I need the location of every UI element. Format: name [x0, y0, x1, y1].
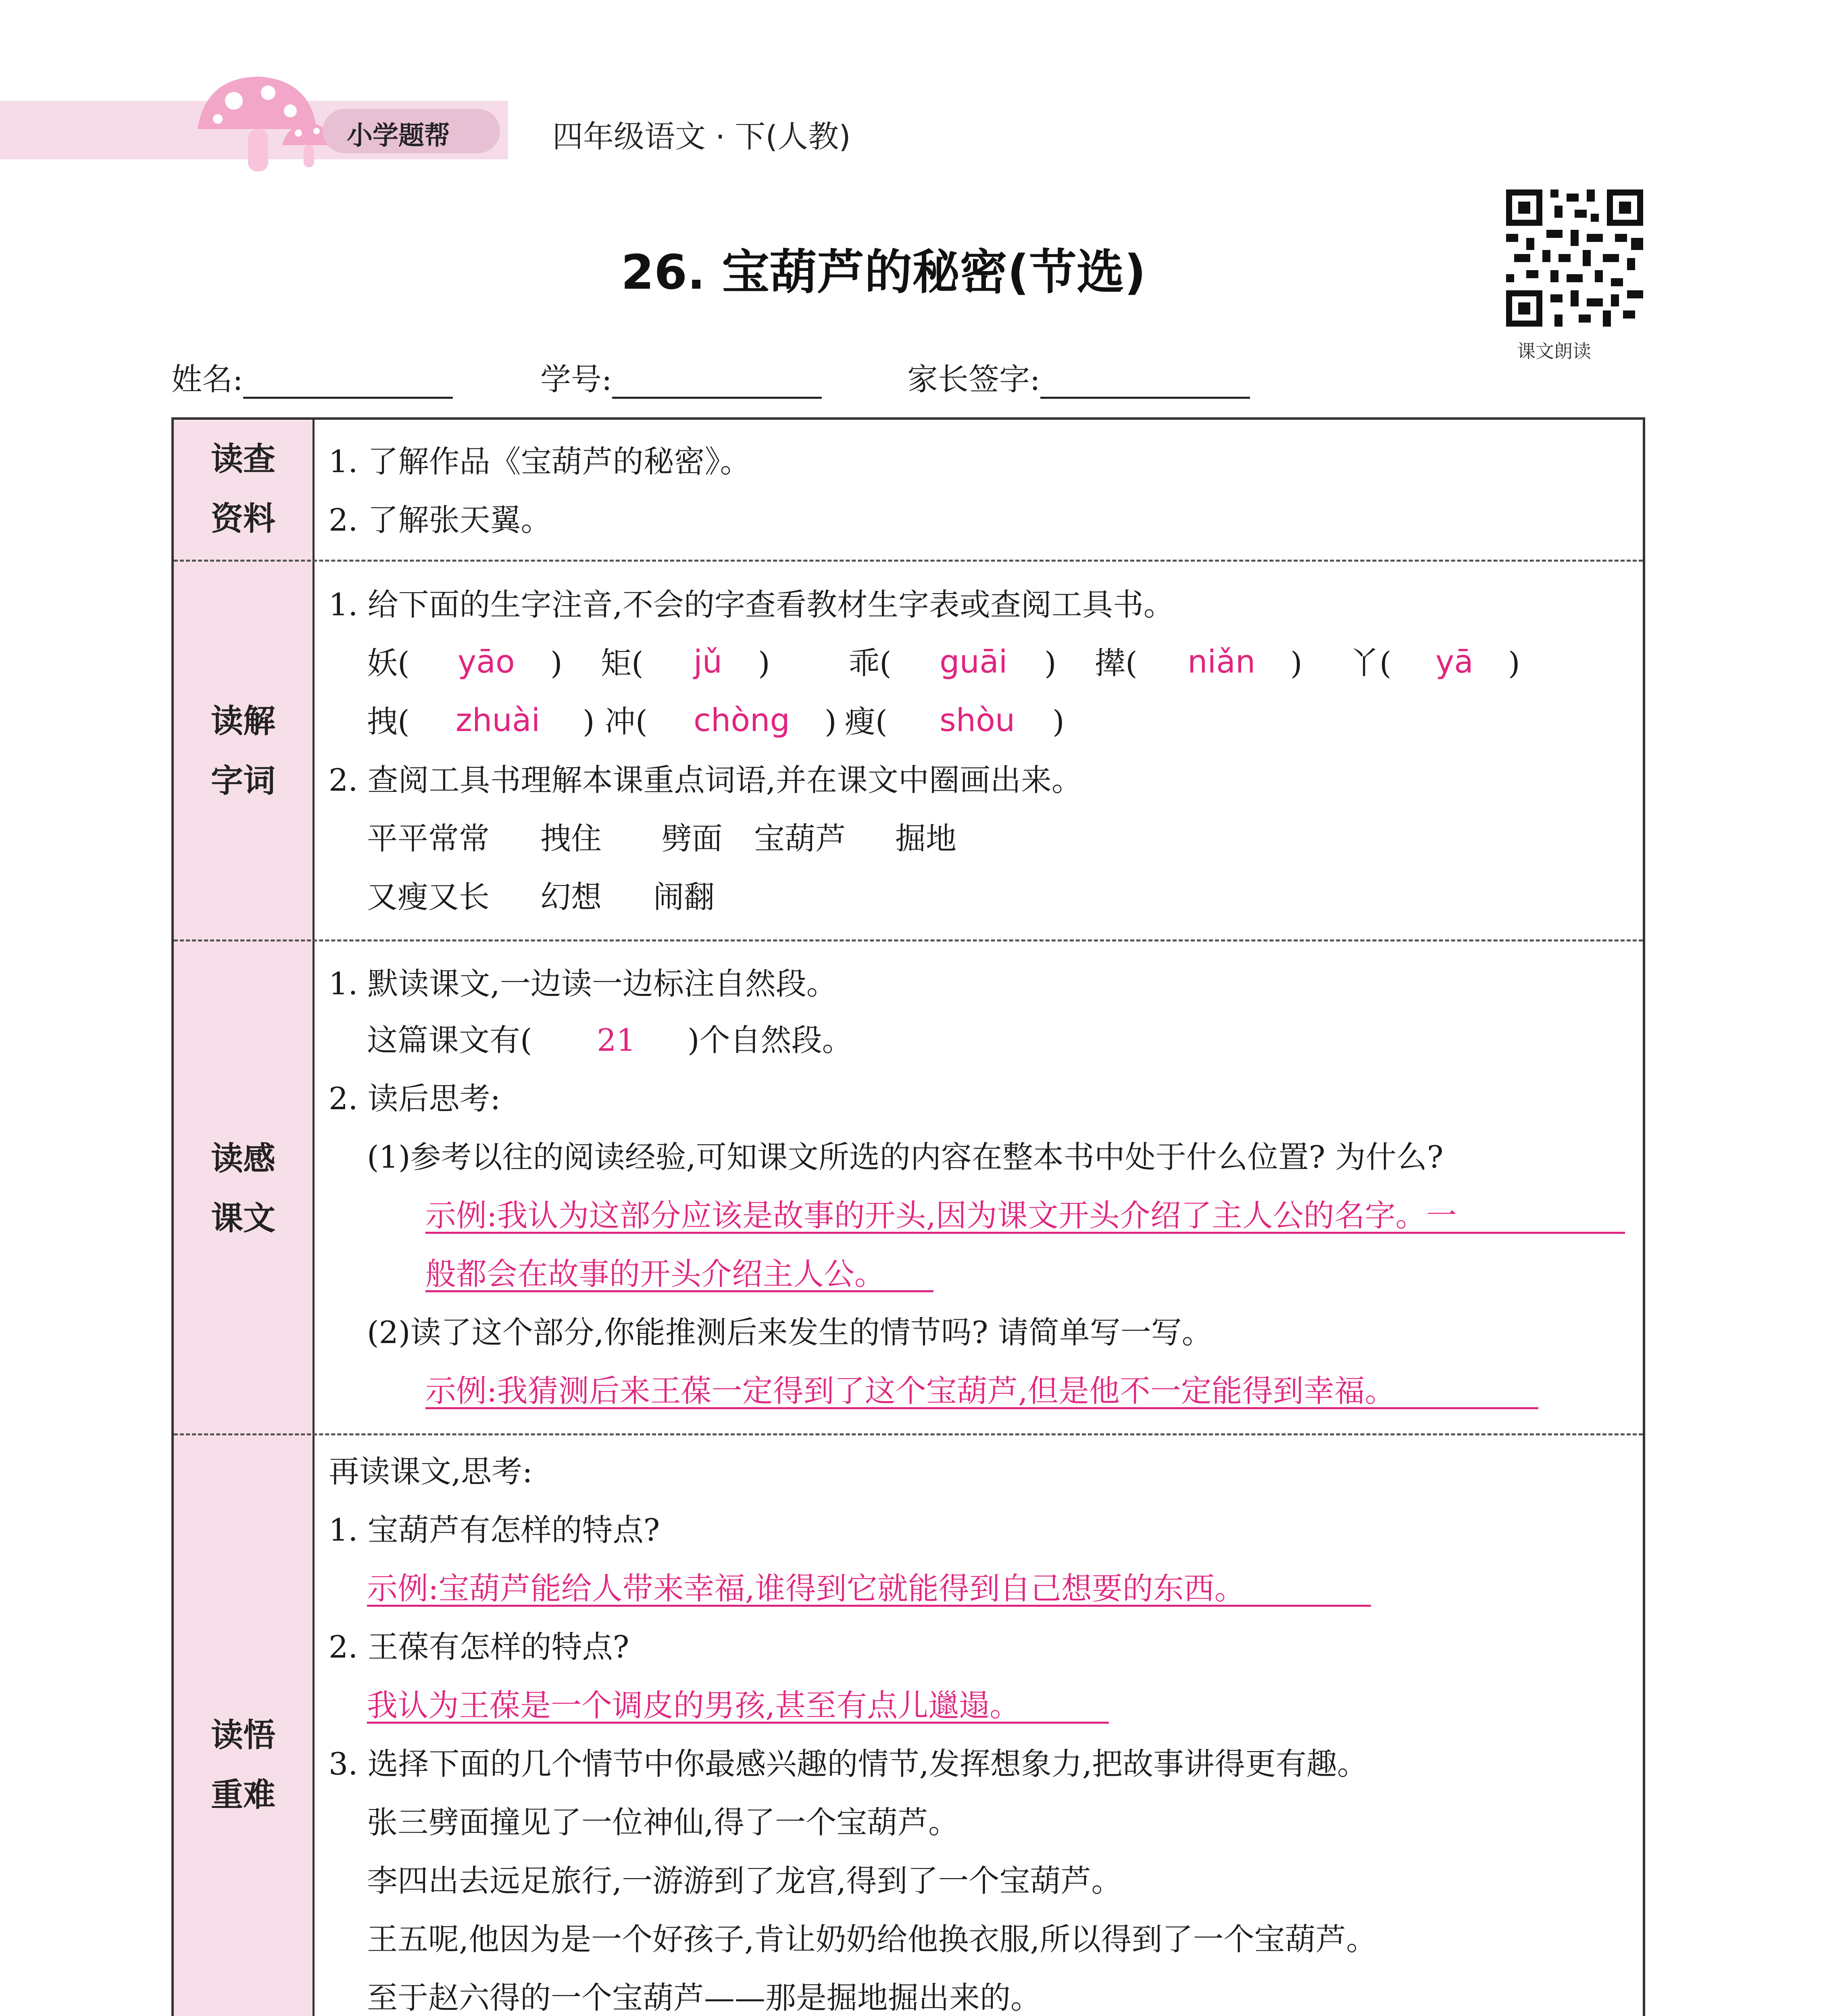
qr-label: 课文朗读 — [1517, 340, 1591, 362]
student-no-field[interactable]: 学号: — [540, 355, 822, 399]
answer-underline — [425, 1232, 1625, 1234]
paren: ) — [1052, 704, 1065, 739]
pinyin-answer: yā — [1436, 644, 1473, 680]
text-line: 1. 了解作品《宝葫芦的秘密》。 — [329, 444, 751, 479]
word: 闹翻 — [653, 879, 715, 915]
paren: ) — [550, 645, 563, 681]
sub-question: (1)参考以往的阅读经验,可知课文所选的内容在整本书中处于什么位置? 为什么? — [367, 1139, 1444, 1175]
name-blank[interactable] — [243, 373, 453, 399]
pinyin-char: 妖( — [367, 645, 410, 681]
pinyin-answer: guāi — [940, 644, 1008, 680]
mushroom-icon — [190, 69, 335, 177]
question: 1. 宝葫芦有怎样的特点? — [329, 1512, 660, 1548]
pinyin-answer: chòng — [694, 702, 790, 739]
question: 2. 查阅工具书理解本课重点词语,并在课文中圈画出来。 — [329, 762, 1082, 798]
question: 1. 给下面的生字注音,不会的字查看教材生字表或查阅工具书。 — [329, 587, 1174, 623]
paren: ) — [1508, 645, 1520, 681]
paren: ) — [1290, 645, 1302, 681]
answer-text: 示例:我猜测后来王葆一定得到了这个宝葫芦,但是他不一定能得到幸福。 — [425, 1373, 1396, 1409]
answer-underline — [367, 1605, 1371, 1607]
lesson-title: 26. 宝葫芦的秘密(节选) — [621, 244, 1146, 300]
question: 2. 王葆有怎样的特点? — [329, 1629, 629, 1665]
pinyin-char: 拽( — [367, 704, 410, 739]
pinyin-answer: jǔ — [694, 644, 723, 680]
student-no-blank[interactable] — [612, 373, 822, 399]
pinyin-answer: yāo — [458, 644, 515, 680]
qr-code-icon[interactable] — [1506, 190, 1643, 327]
row-divider — [174, 560, 1643, 562]
question: 1. 默读课文,一边读一边标注自然段。 — [329, 966, 837, 1002]
pinyin-char: 冲( — [605, 704, 648, 739]
pinyin-answer: zhuài — [456, 702, 540, 739]
answer-text: 示例:我认为这部分应该是故事的开头,因为课文开头介绍了主人公的名字。一 — [425, 1198, 1457, 1233]
section-label-vocabulary: 读解 字词 — [211, 702, 275, 800]
pinyin-char: 矩( — [601, 645, 644, 681]
column-divider — [313, 420, 315, 2016]
name-field[interactable]: 姓名: — [171, 355, 453, 399]
brand-name: 小学题帮 — [347, 121, 450, 151]
pinyin-char: 丫( — [1349, 645, 1392, 681]
paren: ) — [1044, 645, 1056, 681]
answer-text: 般都会在故事的开头介绍主人公。 — [425, 1256, 885, 1292]
answer-underline — [425, 1290, 933, 1292]
text-line: 2. 了解张天翼。 — [329, 502, 552, 538]
question-part: 这篇课文有( — [367, 1022, 532, 1058]
intro-text: 再读课文,思考: — [329, 1454, 533, 1489]
plot-line: 至于赵六得的一个宝葫芦——那是掘地掘出来的。 — [367, 1980, 1041, 2016]
subject-title: 四年级语文 · 下(人教) — [552, 119, 851, 154]
answer-underline — [367, 1722, 1109, 1724]
word: 又瘦又长 — [367, 879, 490, 915]
section-label-reading: 读感 课文 — [211, 1140, 275, 1237]
row-divider — [174, 1433, 1643, 1435]
answer-text: 我认为王葆是一个调皮的男孩,甚至有点儿邋遢。 — [367, 1687, 1021, 1723]
answer-count: 21 — [597, 1022, 636, 1058]
section-label-research: 读查 资料 — [211, 440, 275, 537]
question-part: )个自然段。 — [688, 1022, 853, 1058]
question: 3. 选择下面的几个情节中你最感兴趣的情节,发挥想象力,把故事讲得更有趣。 — [329, 1746, 1368, 1782]
pinyin-char: 撵( — [1095, 645, 1138, 681]
answer-text: 示例:宝葫芦能给人带来幸福,谁得到它就能得到自己想要的东西。 — [367, 1570, 1245, 1606]
answer-underline — [425, 1407, 1538, 1409]
pinyin-char: 瘦( — [845, 704, 888, 739]
parent-sign-blank[interactable] — [1040, 373, 1250, 399]
word: 幻想 — [540, 879, 602, 915]
pinyin-answer: niǎn — [1188, 644, 1256, 680]
parent-sign-field[interactable]: 家长签字: — [907, 355, 1250, 399]
word: 掘地 — [895, 821, 956, 856]
plot-line: 李四出去远足旅行,一游游到了龙宫,得到了一个宝葫芦。 — [367, 1863, 1122, 1899]
pinyin-answer: shòu — [940, 702, 1015, 739]
word: 宝葫芦 — [754, 821, 846, 856]
plot-line: 张三劈面撞见了一位神仙,得了一个宝葫芦。 — [367, 1804, 959, 1840]
paren: ) — [825, 704, 837, 739]
paren: ) — [758, 645, 770, 681]
pinyin-char: 乖( — [849, 645, 892, 681]
sub-question: (2)读了这个部分,你能推测后来发生的情节吗? 请简单写一写。 — [367, 1314, 1213, 1350]
word: 拽住 — [540, 821, 602, 856]
paren: ) — [583, 704, 595, 739]
question: 2. 读后思考: — [329, 1081, 501, 1116]
plot-line: 王五呢,他因为是一个好孩子,肯让奶奶给他换衣服,所以得到了一个宝葫芦。 — [367, 1921, 1377, 1957]
word: 平平常常 — [367, 821, 490, 856]
word: 劈面 — [661, 821, 723, 856]
section-label-key-points: 读悟 重难 — [211, 1716, 275, 1814]
row-divider — [174, 939, 1643, 941]
